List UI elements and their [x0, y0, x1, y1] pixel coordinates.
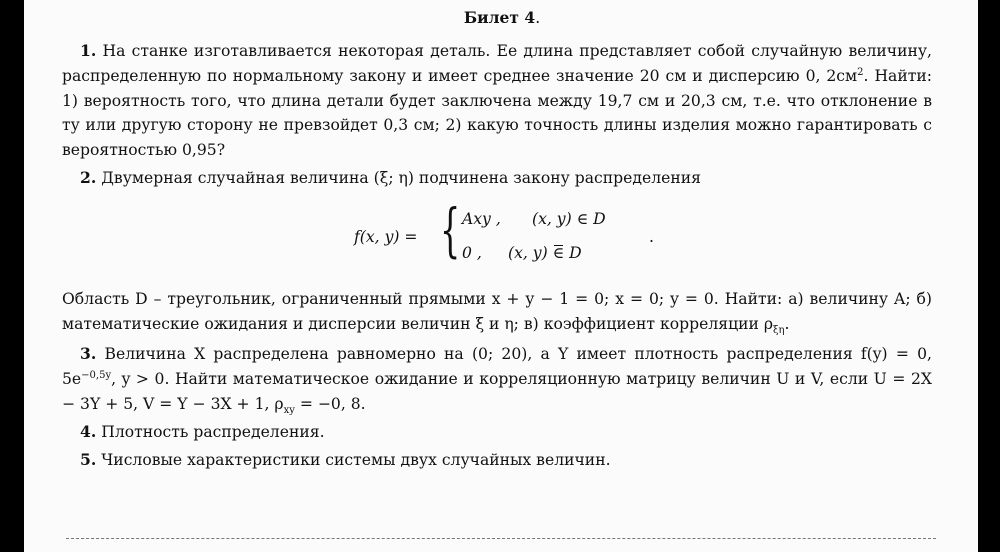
- problem-2-intro: Двумерная случайная величина (ξ; η) подчинена закону распределения: [101, 169, 701, 187]
- problem-3-text-a: Величина X распределена равномерно на (0; 20), а Y имеет плотность распределения f(y) = 0, 5e: [62, 345, 932, 388]
- problem-2-end: .: [784, 314, 790, 333]
- formula-lhs: f(x, y) =: [354, 228, 418, 246]
- right-edge-shadow: [978, 0, 1000, 552]
- ticket-title-text: Билет 4: [463, 8, 536, 27]
- problem-4-number: 4.: [80, 422, 97, 441]
- formula-case-2-cond-a: (x, y): [508, 244, 553, 262]
- problem-5: [62, 448, 932, 473]
- problem-5-text: Числовые характеристики системы двух случайных величин.: [101, 451, 611, 469]
- density-formula: [354, 196, 674, 272]
- problem-2: [62, 166, 932, 191]
- formula-case-2: [462, 244, 582, 262]
- ticket-title-dot: .: [535, 9, 541, 27]
- formula-case-2-value: 0 ,: [462, 244, 482, 262]
- problem-3-sup: −0,5y: [81, 369, 112, 381]
- ticket-title: [24, 8, 980, 27]
- problem-3: [62, 342, 932, 424]
- problem-2-number: 2.: [80, 168, 97, 187]
- problem-1-text-a: На станке изготавливается некоторая деталь. Ее длина представляет собой случайную величину, распределенную по нормальному закону и имеет среднее значение 20 см и дисперсию 0, 2см: [62, 42, 932, 85]
- problem-1-number: 1.: [80, 41, 97, 60]
- problem-2-text-after: Область D – треугольник, ограниченный прямыми x + y − 1 = 0; x = 0; y = 0. Найти: а) величину A; б) математические ожидания и дисперсии величин ξ и η; в) коэффициент корреляции ρ: [62, 290, 932, 333]
- problem-1-text-b: . Найти: 1) вероятность того, что длина детали будет заключена между 19,7 см и 20,3 см, т.е. что отклонение в ту или другую сторону не превзойдет 0,3 см; 2) какую точность длины изделия можно гарантировать с вероятностью 0,95?: [62, 66, 933, 160]
- dashed-separator: [66, 538, 936, 539]
- formula-case-2-cond-c: D: [564, 244, 582, 262]
- formula-case-1-condition: (x, y) ∈ D: [532, 210, 606, 228]
- problem-2-continued: [62, 287, 932, 344]
- ticket-page: [24, 0, 980, 552]
- problem-2-sub: ξη: [773, 324, 785, 336]
- problem-3-text-b: , y > 0. Найти математическое ожидание и корреляционную матрицу величин U и V, если U = 2X − 3Y + 5, V = Y − 3X + 1, ρ: [62, 369, 932, 413]
- formula-case-2-condition: [508, 244, 582, 262]
- formula-case-1-value: Axy ,: [462, 210, 501, 228]
- formula-not-in-symbol: ∈: [552, 244, 565, 262]
- problem-1-sup: 2: [857, 66, 864, 78]
- problem-3-text-c: = −0, 8.: [294, 394, 366, 413]
- formula-end-dot: .: [649, 228, 654, 246]
- problem-3-number: 3.: [80, 344, 97, 363]
- problem-3-sub: xy: [283, 404, 295, 416]
- formula-case-1: [462, 210, 606, 228]
- problem-5-number: 5.: [80, 450, 97, 469]
- problem-4: [62, 420, 932, 445]
- problem-1: [62, 39, 932, 163]
- formula-brace: {: [440, 196, 461, 264]
- problem-4-text: Плотность распределения.: [101, 423, 325, 441]
